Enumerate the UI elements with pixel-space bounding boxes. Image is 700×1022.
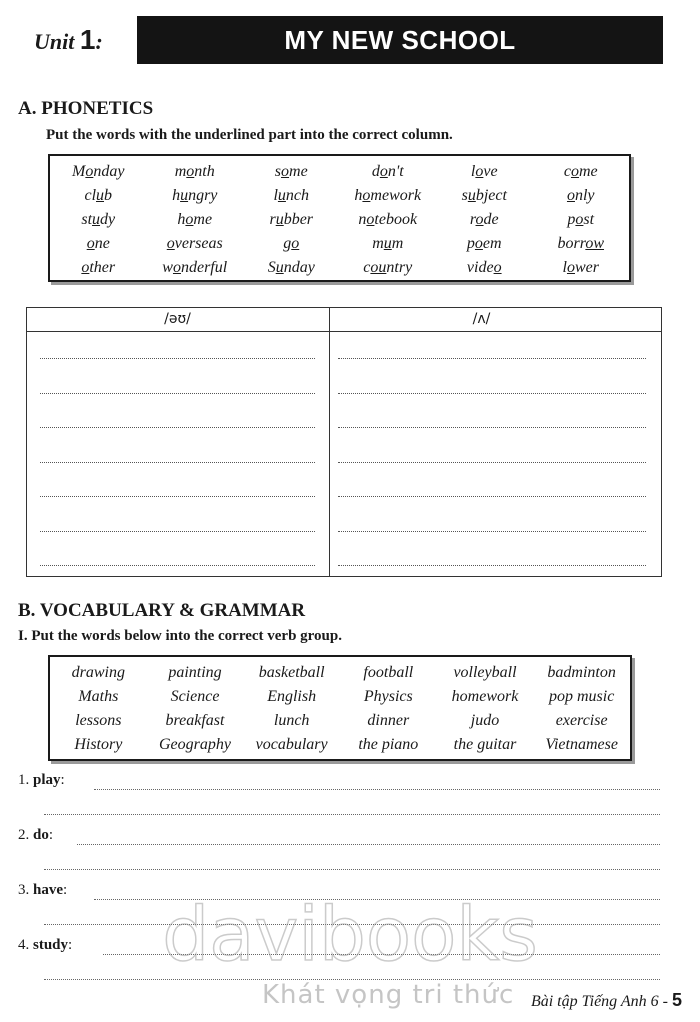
unit-word: Unit bbox=[34, 29, 75, 54]
phonetics-word: poem bbox=[466, 235, 502, 252]
vocabulary-word: painting bbox=[168, 664, 222, 681]
vocabulary-word: badminton bbox=[547, 664, 616, 681]
vocabulary-word: Science bbox=[170, 688, 220, 705]
phonetics-word: month bbox=[174, 163, 215, 180]
vocabulary-word-grid bbox=[50, 661, 630, 755]
vocabulary-word: English bbox=[267, 688, 317, 705]
section-b-heading: B. VOCABULARY & GRAMMAR bbox=[18, 600, 306, 621]
underlined-sound: o bbox=[291, 235, 300, 252]
phonetics-word: rode bbox=[469, 211, 499, 228]
phonetics-word: lower bbox=[562, 259, 599, 276]
vocabulary-word: homework bbox=[451, 688, 519, 705]
phonetics-word: Monday bbox=[72, 163, 125, 180]
vocabulary-word: pop music bbox=[548, 688, 615, 705]
unit-title: MY NEW SCHOOL bbox=[284, 24, 516, 55]
underlined-sound: o bbox=[85, 163, 94, 180]
underlined-sound: o bbox=[570, 163, 579, 180]
answer-line[interactable] bbox=[338, 462, 646, 463]
vocabulary-word: the guitar bbox=[453, 736, 517, 753]
phonetics-word: only bbox=[566, 187, 595, 204]
vocabulary-word: Physics bbox=[363, 688, 413, 705]
underlined-sound: o bbox=[81, 259, 90, 276]
underlined-sound: o bbox=[185, 211, 194, 228]
vocabulary-word: Maths bbox=[78, 688, 119, 705]
underlined-sound: o bbox=[474, 235, 483, 252]
underlined-sound: o bbox=[566, 187, 575, 204]
underlined-sound: o bbox=[172, 259, 181, 276]
column-header-ou: /əʊ/ bbox=[164, 311, 191, 327]
question-number: 1. bbox=[18, 772, 33, 788]
question-verb: have bbox=[33, 882, 63, 898]
table-column-divider bbox=[329, 307, 330, 577]
vocabulary-word: History bbox=[74, 736, 123, 753]
phonetics-word: country bbox=[363, 259, 413, 276]
question-verb: do bbox=[33, 827, 49, 843]
book-title: Bài tập Tiếng Anh 6 bbox=[530, 993, 659, 1010]
answer-line[interactable] bbox=[338, 358, 646, 359]
phonetics-word: video bbox=[466, 259, 502, 276]
answer-line[interactable] bbox=[338, 565, 646, 566]
unit-colon: : bbox=[95, 29, 103, 54]
question-number: 2. bbox=[18, 827, 33, 843]
phonetics-word: club bbox=[84, 187, 113, 204]
underlined-sound: o bbox=[475, 163, 484, 180]
question-verb: play bbox=[33, 772, 61, 788]
answer-line[interactable] bbox=[40, 462, 315, 463]
vocabulary-word: lessons bbox=[75, 712, 122, 729]
underlined-sound: o bbox=[566, 259, 575, 276]
phonetics-word: notebook bbox=[358, 211, 418, 228]
answer-line[interactable] bbox=[77, 844, 660, 845]
answer-line[interactable] bbox=[44, 869, 660, 870]
phonetics-word: borrow bbox=[557, 235, 605, 252]
column-header-uh: /ʌ/ bbox=[472, 311, 491, 327]
underlined-sound: ou bbox=[370, 259, 387, 276]
underlined-sound: u bbox=[275, 259, 284, 276]
phonetics-word: homework bbox=[354, 187, 422, 204]
underlined-sound: o bbox=[366, 211, 375, 228]
answer-line[interactable] bbox=[338, 496, 646, 497]
answer-line[interactable] bbox=[338, 393, 646, 394]
section-a-instruction: Put the words with the underlined part into the correct column. bbox=[46, 127, 453, 143]
vocabulary-word: exercise bbox=[555, 712, 608, 729]
underlined-sound: u bbox=[277, 187, 286, 204]
vocabulary-word: vocabulary bbox=[255, 736, 328, 753]
answer-line[interactable] bbox=[40, 358, 315, 359]
vocabulary-word: the piano bbox=[358, 736, 419, 753]
phonetics-word: other bbox=[81, 259, 116, 276]
underlined-sound: u bbox=[275, 211, 284, 228]
vocabulary-word: basketball bbox=[258, 664, 325, 681]
answer-line[interactable] bbox=[40, 565, 315, 566]
underlined-sound: o bbox=[186, 163, 195, 180]
underlined-sound: o bbox=[166, 235, 175, 252]
phonetics-word: one bbox=[86, 235, 110, 252]
question-verb: study bbox=[33, 937, 69, 953]
vocabulary-word-box bbox=[48, 655, 632, 761]
phonetics-word: mum bbox=[372, 235, 404, 252]
page-footer bbox=[531, 990, 682, 1011]
answer-line[interactable] bbox=[40, 427, 315, 428]
phonetics-word: go bbox=[283, 235, 300, 252]
vocabulary-word: volleyball bbox=[453, 664, 517, 681]
davibooks-watermark-logo bbox=[150, 888, 550, 978]
phonetics-word: Sunday bbox=[267, 259, 315, 276]
page-number: 5 bbox=[671, 990, 682, 1010]
answer-line[interactable] bbox=[338, 531, 646, 532]
table-header-line bbox=[26, 331, 662, 332]
underlined-sound: o bbox=[281, 163, 290, 180]
question-number: 4. bbox=[18, 937, 33, 953]
phonetics-word: love bbox=[470, 163, 498, 180]
phonetics-word: subject bbox=[461, 187, 507, 204]
question-have: 3. have: bbox=[18, 882, 68, 898]
question-number: 3. bbox=[18, 882, 33, 898]
underlined-sound: u bbox=[383, 235, 392, 252]
underlined-sound: o bbox=[475, 211, 484, 228]
answer-line[interactable] bbox=[40, 496, 315, 497]
phonetics-word: post bbox=[567, 211, 595, 228]
underlined-sound: u bbox=[96, 187, 105, 204]
vocabulary-word: lunch bbox=[273, 712, 310, 729]
phonetics-word: hungry bbox=[172, 187, 218, 204]
vocabulary-word: breakfast bbox=[165, 712, 225, 729]
vocabulary-word: Geography bbox=[159, 736, 231, 753]
underlined-sound: u bbox=[467, 187, 476, 204]
phonetics-word: rubber bbox=[269, 211, 314, 228]
watermark-logo-text: davibooks bbox=[162, 892, 538, 978]
answer-line[interactable] bbox=[40, 531, 315, 532]
underlined-sound: o bbox=[379, 163, 388, 180]
vocabulary-word: Vietnamese bbox=[545, 736, 618, 753]
phonetics-word: home bbox=[177, 211, 213, 228]
phonetics-word: wonderful bbox=[162, 259, 228, 276]
vocabulary-word: dinner bbox=[367, 712, 410, 729]
answer-line[interactable] bbox=[44, 814, 660, 815]
phonetics-word: come bbox=[563, 163, 598, 180]
footer-separator: - bbox=[658, 993, 672, 1010]
phonetics-word-box bbox=[48, 154, 631, 282]
vocabulary-word: judo bbox=[470, 712, 500, 729]
question-do: 2. do: bbox=[18, 827, 54, 843]
question-study: 4. study: bbox=[18, 937, 73, 953]
underlined-sound: u bbox=[92, 211, 101, 228]
unit-title-banner bbox=[137, 16, 663, 64]
phonetics-sort-table bbox=[26, 307, 662, 577]
answer-line[interactable] bbox=[338, 427, 646, 428]
underlined-sound: o bbox=[575, 211, 584, 228]
phonetics-word-grid bbox=[50, 160, 629, 276]
underlined-sound: o bbox=[86, 235, 95, 252]
phonetics-word: lunch bbox=[273, 187, 310, 204]
underlined-sound: o bbox=[493, 259, 502, 276]
answer-line[interactable] bbox=[94, 789, 660, 790]
section-a-heading: A. PHONETICS bbox=[18, 98, 154, 119]
vocabulary-word: football bbox=[363, 664, 414, 681]
underlined-sound: u bbox=[180, 187, 189, 204]
unit-label bbox=[34, 24, 103, 56]
answer-line[interactable] bbox=[40, 393, 315, 394]
vocabulary-word: drawing bbox=[71, 664, 125, 681]
phonetics-word: study bbox=[81, 211, 116, 228]
unit-number: 1 bbox=[79, 24, 96, 55]
phonetics-word: some bbox=[274, 163, 308, 180]
question-play: 1. play: bbox=[18, 772, 65, 788]
section-b-instruction: I. Put the words below into the correct verb group. bbox=[18, 628, 342, 644]
underlined-sound: ow bbox=[585, 235, 605, 252]
phonetics-word: don't bbox=[371, 163, 404, 180]
watermark-tagline: Khát vọng tri thức bbox=[262, 980, 515, 1010]
phonetics-word: overseas bbox=[166, 235, 223, 252]
underlined-sound: o bbox=[362, 187, 371, 204]
